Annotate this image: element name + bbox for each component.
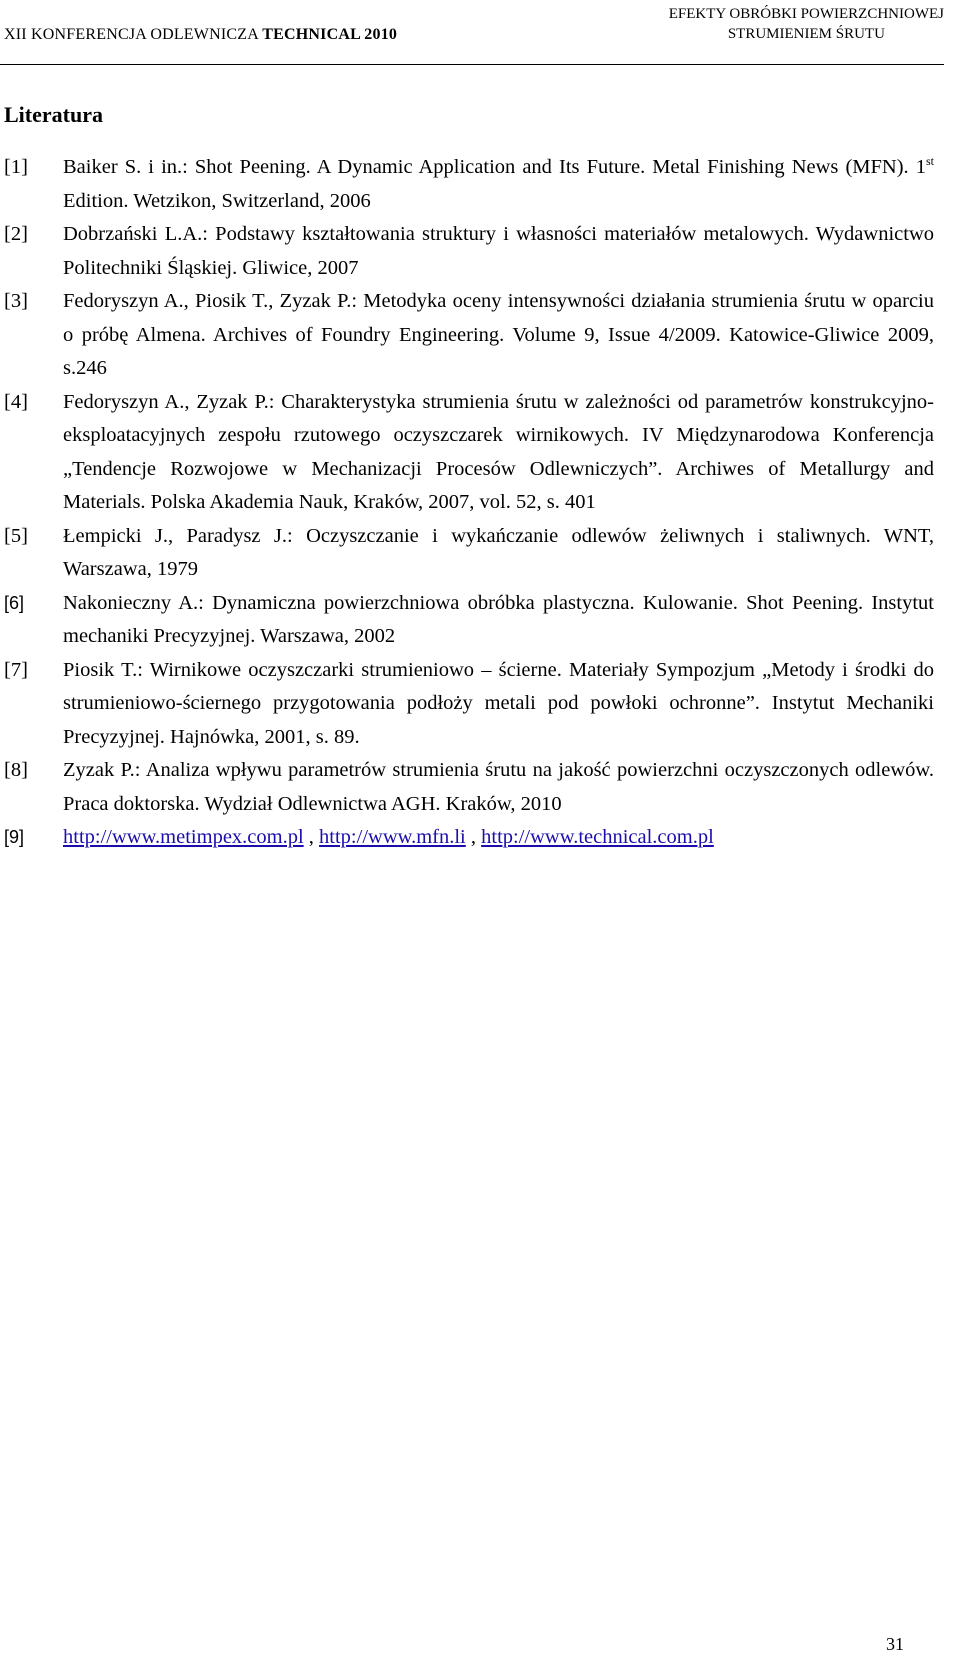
reference-number: [9]: [4, 827, 25, 847]
reference-text-part: Baiker S. i in.: Shot Peening. A Dynamic Application and Its Future. Metal Finishing News (MFN). 1: [63, 156, 926, 178]
link-separator: ,: [303, 826, 320, 848]
reference-superscript: st: [925, 154, 934, 169]
reference-item: [0, 151, 934, 218]
reference-item: [0, 754, 934, 821]
reference-item: [0, 821, 934, 855]
reference-text: Fedoryszyn A., Piosik T., Zyzak P.: Metodyka oceny intensywności działania strumienia śrutu w oparciu o próbę Almena. Archives of Foundry Engineering. Volume 9, Issue 4/2009. Katowice-Gliwice 2009, s.246: [63, 290, 934, 379]
header-divider: [0, 64, 944, 65]
reference-number: [6]: [4, 592, 25, 613]
reference-item: [0, 654, 934, 755]
metimpex-link[interactable]: http://www.metimpex.com.pl: [63, 826, 304, 848]
technical-link[interactable]: http://www.technical.com.pl: [481, 826, 714, 848]
reference-item: [0, 587, 934, 654]
reference-text: Nakonieczny A.: Dynamiczna powierzchniowa obróbka plastyczna. Kulowanie. Shot Peening. Instytut mechaniki Precyzyjnej. Warszawa, 2002: [63, 591, 934, 647]
reference-number: [8]: [4, 759, 28, 781]
article-title-line-1: EFEKTY OBRÓBKI POWIERZCHNIOWEJ: [668, 6, 944, 22]
reference-item: [0, 520, 934, 587]
reference-links: [63, 821, 934, 855]
reference-number: [5]: [4, 524, 28, 547]
page-header: [0, 0, 960, 64]
reference-item: [0, 386, 934, 520]
reference-text: Dobrzański L.A.: Podstawy kształtowania struktury i własności materiałów metalowych. Wydawnictwo Politechniki Śląskiej. Gliwice, 2007: [63, 223, 934, 279]
reference-number: [4]: [4, 390, 28, 413]
conference-name: TECHNICAL 2010: [262, 26, 398, 43]
reference-text: [63, 151, 934, 218]
section-title: Literatura: [4, 102, 103, 127]
conference-title: [4, 26, 397, 44]
conference-prefix: XII KONFERENCJA ODLEWNICZA: [4, 26, 263, 43]
article-title-line-2: STRUMIENIEM ŚRUTU: [727, 26, 885, 42]
reference-item: [0, 285, 934, 386]
link-separator: ,: [465, 826, 482, 848]
reference-number: [1]: [4, 156, 28, 178]
page-number: 31: [886, 1634, 904, 1654]
reference-number: [3]: [4, 290, 28, 312]
reference-number: [2]: [4, 223, 28, 245]
reference-list: [0, 151, 934, 855]
reference-text-part: Edition. Wetzikon, Switzerland, 2006: [63, 189, 371, 212]
reference-text: Łempicki J., Paradysz J.: Oczyszczanie i wykańczanie odlewów żeliwnych i staliwnych. WNT, Warszawa, 1979: [63, 524, 934, 580]
mfn-link[interactable]: http://www.mfn.li: [319, 826, 466, 848]
article-title: [669, 4, 944, 44]
reference-text: Fedoryszyn A., Zyzak P.: Charakterystyka strumienia śrutu w zależności od parametrów konstrukcyjno-eksploatacyjnych zespołu rzutowego oczyszczarek wirnikowych. IV Międzynarodowa Konferencja „Tendencje Rozwojowe w Mechanizacji Procesów Odlewniczych”. Archiwes of Metallurgy and Materials. Polska Akademia Nauk, Kraków, 2007, vol. 52, s. 401: [63, 390, 934, 513]
reference-item: [0, 218, 934, 285]
reference-text: Piosik T.: Wirnikowe oczyszczarki strumieniowo – ścierne. Materiały Sympozjum „Metody i środki do strumieniowo-ściernego przygotowania podłoży metali pod powłoki ochronne”. Instytut Mechaniki Precyzyjnej. Hajnówka, 2001, s. 89.: [63, 658, 934, 748]
reference-number: [7]: [4, 658, 28, 681]
reference-text: Zyzak P.: Analiza wpływu parametrów strumienia śrutu na jakość powierzchni oczyszczonych odlewów. Praca doktorska. Wydział Odlewnictwa AGH. Kraków, 2010: [63, 759, 934, 815]
